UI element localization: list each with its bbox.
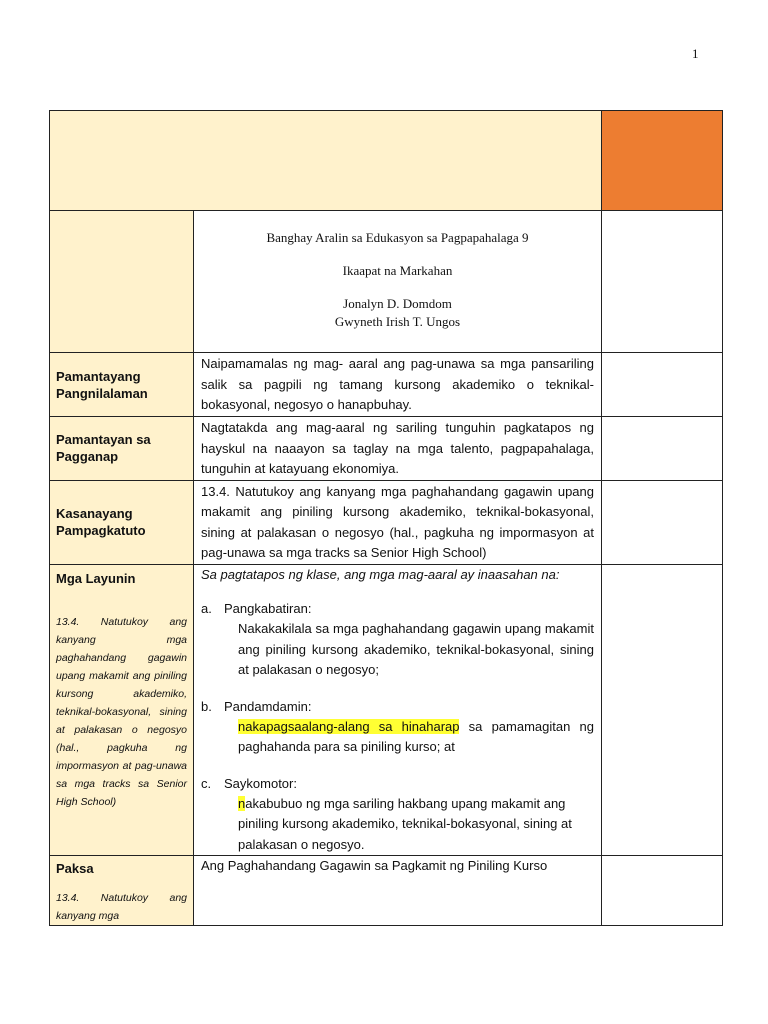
objective-c-heading xyxy=(194,774,601,794)
title-block xyxy=(194,211,602,353)
objective-a-text: Nakakakilala sa mga paghahandang gagawin upang makamit ang piniling kursong akademiko, teknikal-bokasyonal, sining at palakasan o negosyo; xyxy=(238,621,594,677)
content-standard-row xyxy=(50,353,723,417)
objective-c-rest: akabubuo ng mga sariling hakbang upang makamit ang piniling kursong akademiko, teknikal-bokasyonal, sining at palakasan o negosyo. xyxy=(238,795,572,852)
objective-b-heading xyxy=(194,697,601,717)
remarks-cell xyxy=(602,211,723,353)
author-name: Gwyneth Irish T. Ungos xyxy=(334,314,461,329)
objectives-row xyxy=(50,564,723,856)
objectives-side-note: 13.4. Natutukoy ang kanyang mga paghahandang gagawin upang makamit ang piniling kursong akademiko, teknikal-bokasyonal, sining at palakasan o negosyo (hal., pagkuha ng impormasyon at pag-unawa sa mga tracks sa Senior High School) xyxy=(56,615,187,808)
row-label: Paksa xyxy=(56,861,94,876)
highlighted-text: n xyxy=(238,795,246,811)
document-title: Banghay Aralin sa Edukasyon sa Pagpapahalaga 9 xyxy=(266,230,529,245)
objectives-cell xyxy=(194,564,602,856)
row-label: Pamantayang Pangnilalaman xyxy=(56,368,148,401)
learning-competency-row xyxy=(50,480,723,564)
header-cell xyxy=(50,111,602,211)
content-standard-label-cell xyxy=(50,353,194,417)
learning-competency-text: 13.4. Natutukoy ang kanyang mga paghahandang gagawin upang makamit ang piniling kursong akademiko, teknikal-bokasyonal, sining at palakasan o negosyo (hal., pagkuha ng impormasyon at pag-unawa sa mga tracks sa Senior High School) xyxy=(201,483,594,560)
objectives-intro: Sa pagtatapos ng klase, ang mga mag-aaral ay inaasahan na: xyxy=(201,566,560,582)
objectives-label-cell xyxy=(50,564,194,856)
content-standard-cell xyxy=(194,353,602,417)
title-label-cell xyxy=(50,211,194,353)
content-standard-text: Naipamamalas ng mag- aaral ang pag-unawa sa mga pansariling salik sa pagpili ng tamang kursong akademiko o teknikal-bokasyonal, negosyo o hanapbuhay. xyxy=(201,356,594,412)
performance-standard-label-cell xyxy=(50,417,194,481)
objective-a-heading xyxy=(194,599,601,619)
title-row xyxy=(50,211,723,353)
topic-label-cell xyxy=(50,856,194,926)
learning-competency-cell xyxy=(194,480,602,564)
objective-c-text xyxy=(194,794,601,856)
objective-title: Pangkabatiran: xyxy=(224,601,312,616)
remarks-cell xyxy=(602,417,723,481)
objective-letter: b. xyxy=(201,698,212,714)
quarter-label: Ikaapat na Markahan xyxy=(342,263,453,278)
learning-competency-label-cell xyxy=(50,480,194,564)
row-label: Pamantayan sa Pagganap xyxy=(56,432,151,465)
author-name: Jonalyn D. Domdom xyxy=(343,296,452,311)
header-row xyxy=(50,111,723,211)
objective-title: Saykomotor: xyxy=(224,775,297,791)
remarks-cell xyxy=(602,353,723,417)
performance-standard-text: Nagtatakda ang mag-aaral ng sariling tunguhin pagkatapos ng hayskul na naaayon sa taglay na mga talento, pagpapahalaga, tunguhin at katayuang ekonomiya. xyxy=(201,420,594,476)
objective-letter: a. xyxy=(201,601,212,616)
objective-b-rest: sa pamamagitan ng paghahanda para sa piniling kurso; at xyxy=(238,718,594,754)
performance-standard-row xyxy=(50,417,723,481)
objective-b-text xyxy=(194,717,601,758)
remarks-cell xyxy=(602,480,723,564)
topic-side-note: 13.4. Natutukoy ang kanyang mga xyxy=(56,892,187,922)
row-label: Mga Layunin xyxy=(56,570,136,586)
remarks-cell xyxy=(602,564,723,856)
objective-title: Pandamdamin: xyxy=(224,698,312,714)
performance-standard-cell xyxy=(194,417,602,481)
highlighted-text: nakapagsaalang-alang sa hinaharap xyxy=(238,718,460,734)
page-number: 1 xyxy=(692,46,699,61)
topic-text: Ang Paghahandang Gagawin sa Pagkamit ng Piniling Kurso xyxy=(201,858,548,873)
topic-cell xyxy=(194,856,602,926)
row-label: Kasanayang Pampagkatuto xyxy=(56,506,146,538)
objective-letter: c. xyxy=(201,775,212,791)
topic-row xyxy=(50,856,723,926)
header-accent-cell xyxy=(602,111,723,211)
remarks-cell xyxy=(602,856,723,926)
lesson-plan-table xyxy=(49,110,723,926)
